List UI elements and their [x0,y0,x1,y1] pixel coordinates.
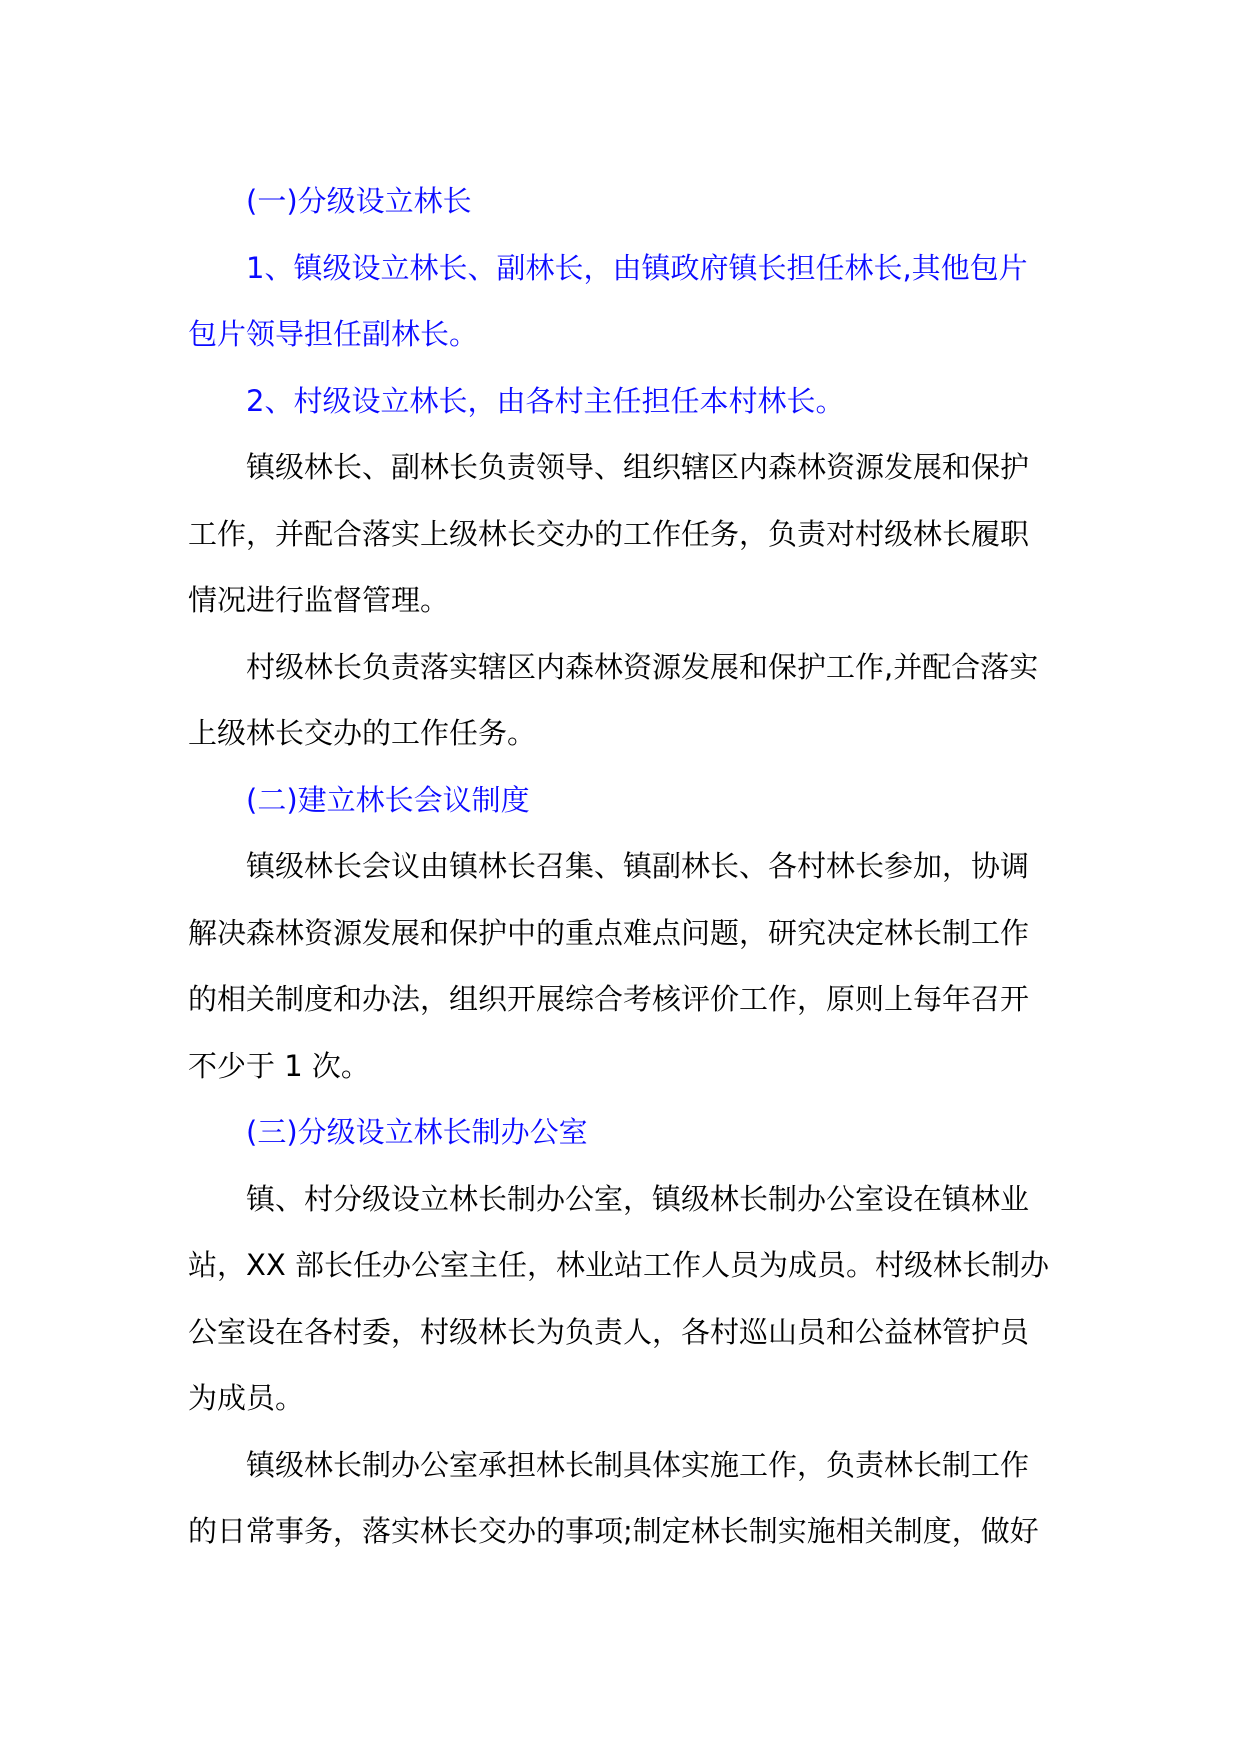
section-heading-2: (二)建立林长会议制度 [246,782,530,817]
section-heading-3: (三)分级设立林长制办公室 [246,1115,588,1149]
paragraph-township-duties: 镇级林长、副林长负责领导、组织辖区内森林资源发展和保护工作，并配合落实上级林长交办的工作任务，负责对村级林长履职情况进行监督管理。 [188,450,1030,617]
paragraph-village-duties: 村级林长负责落实辖区内森林资源发展和保护工作,并配合落实上级林长交办的工作任务。 [188,649,1039,750]
section-heading-1: (一)分级设立林长 [246,184,472,218]
paragraph-township-chief: 1、镇级设立林长、副林长，由镇政府镇长担任林长,其他包片包片领导担任副林长。 [188,250,1028,351]
paragraph-meeting-system: 镇级林长会议由镇林长召集、镇副林长、各村林长参加，协调解决森林资源发展和保护中的重点难点问题，研究决定林长制工作的相关制度和办法，组织开展综合考核评价工作，原则上每年召开不少于 1 次。 [188,849,1030,1083]
paragraph-office-setup: 镇、村分级设立林长制办公室，镇级林长制办公室设在镇林业站，XX 部长任办公室主任，林业站工作人员为成员。村级林长制办公室设在各村委，村级林长为负责人，各村巡山员和公益林管护员为成员。 [188,1181,1049,1415]
paragraph-village-chief: 2、村级设立林长，由各村主任担任本村林长。 [246,383,845,418]
paragraph-office-duties: 镇级林长制办公室承担林长制具体实施工作，负责林长制工作的日常事务，落实林长交办的事项;制定林长制实施相关制度，做好 [188,1447,1039,1548]
document-page [188,168,1050,1565]
